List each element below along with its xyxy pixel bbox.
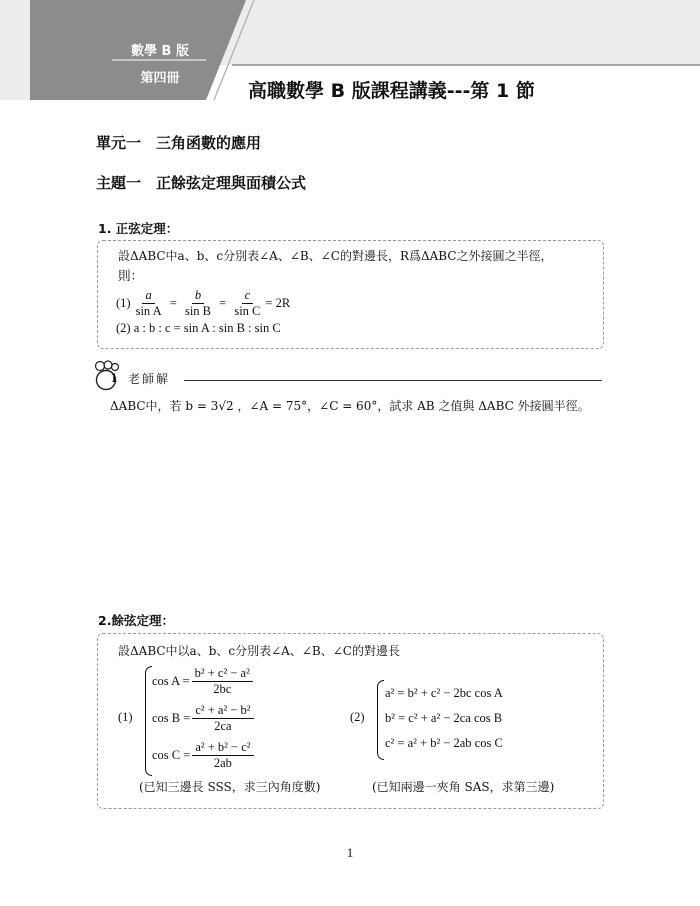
formula-1-lead: (1) [116,296,131,311]
cos-c-num: a² + b² − c² [192,740,253,756]
frac-den-c: sin C [234,304,261,318]
b-squared-formula: b² = c² + a² − 2ca cos B [385,711,503,725]
cosine-left-lead: (1) [118,710,133,724]
cos-c-den: 2ab [213,756,232,770]
cos-b-num: c² + a² − b² [192,703,253,719]
cosine-right-lead: (2) [350,710,365,724]
cos-b-lhs: cos B = [152,711,191,726]
cosine-law-intro: 設ΔABC中以a、b、c分別表∠A、∠B、∠C的對邊長 [118,644,400,658]
cos-a-den: 2bc [213,682,232,696]
page-number: 1 [346,845,354,860]
volume-tab: 第四冊 [140,71,180,86]
cosine-right-brace [377,680,384,760]
cos-c-lhs: cos C = [152,748,191,763]
sine-law-formula-2: (2) a : b : c = sin A : sin B : sin C [116,321,281,335]
topic-heading: 主題一 正餘弦定理與面積公式 [96,174,307,192]
frac-num-a: a [142,288,154,304]
frac-den-a: sin A [135,304,162,318]
cos-a-num: b² + c² − a² [192,666,253,682]
sine-law-then: 則： [118,268,144,283]
frac-den-b: sin B [184,304,212,318]
unit-heading: 單元一 三角函數的應用 [96,134,262,152]
cos-b-den: 2ca [214,719,232,733]
example-problem: ΔABC中，若 b = 3√2 ，∠A = 75°，∠C = 60°，試求 AB 之值與 ΔABC 外接圓半徑。 [110,399,590,413]
sine-law-intro: 設ΔABC中a、b、c分別表∠A、∠B、∠C的對邊長，R爲ΔABC之外接圓之半徑， [118,249,553,263]
sine-law-label: 1. 正弦定理： [98,221,179,236]
edition-tab: 數學 B 版 [131,44,189,59]
sine-law-formula-1: (1) $\frac{a}{\text{sin A}}$ = $\frac{b}{\text{sin B}}$ = $\frac{c}{\text{sin C}}$ = 2R [116,288,291,318]
sas-note: (已知兩邊一夾角 SAS，求第三邊) [372,780,555,794]
cos-a-formula [152,666,255,697]
example-rule [184,380,602,381]
cos-a-lhs: cos A = [152,674,190,689]
cos-c-formula [152,740,256,771]
a-squared-formula: a² = b² + c² − 2bc cos A [385,686,503,700]
cos-b-formula [152,703,256,734]
frac-num-c: c [242,288,254,304]
page-title: 高職數學 B 版課程講義---第 1 節 [248,80,535,102]
cosine-law-label: 2.餘弦定理： [98,613,174,628]
frac-num-b: b [192,288,204,304]
example-badge: 老師解 [128,372,171,386]
formula-1-rhs: = 2R [265,296,291,311]
cosine-left-brace [145,666,152,776]
c-squared-formula: c² = a² + b² − 2ab cos C [385,736,503,750]
example-number: 1 [110,370,118,385]
sss-note: (已知三邊長 SSS，求三內角度數) [139,780,321,794]
